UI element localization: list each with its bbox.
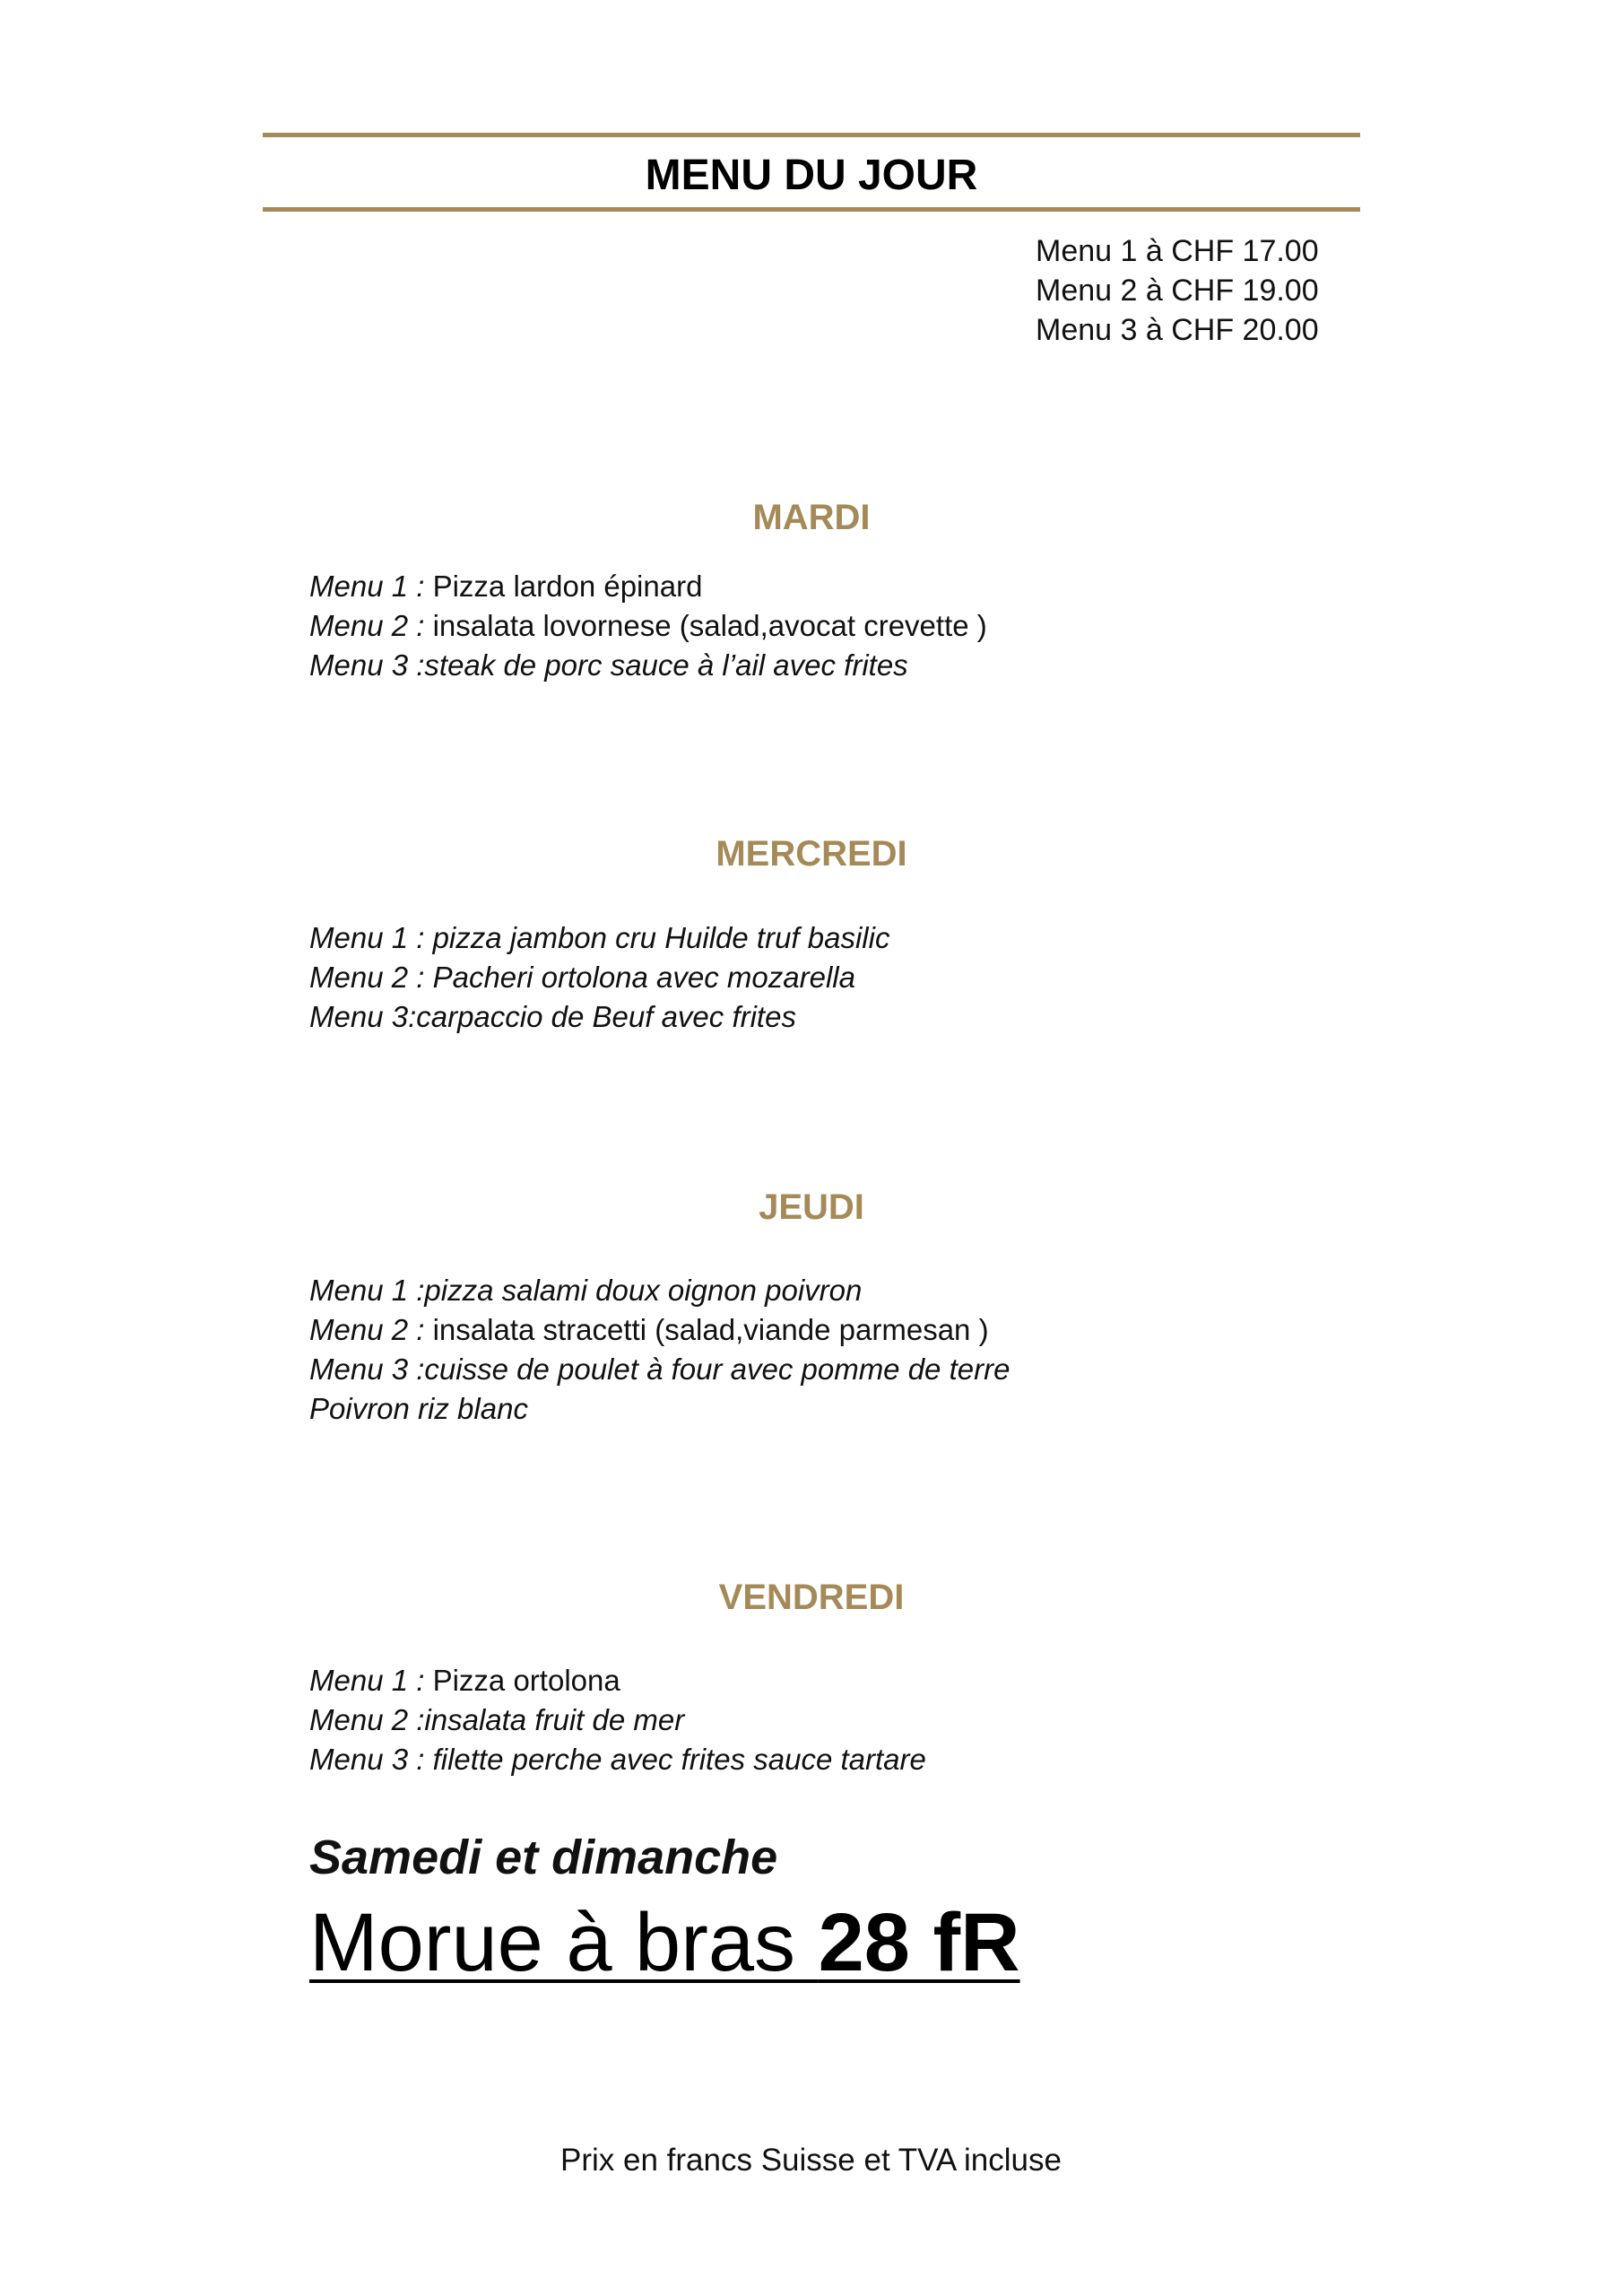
menu-list-vendredi bbox=[309, 1661, 926, 1779]
day-heading-vendredi: VENDREDI bbox=[718, 1578, 905, 1617]
menu-line: Menu 1 : pizza jambon cru Huilde truf basilic bbox=[309, 921, 890, 954]
weekend-dish-price: 28 fR bbox=[818, 1897, 1020, 1988]
weekend-dish bbox=[309, 1892, 1020, 1993]
page-title: MENU DU JOUR bbox=[645, 152, 978, 199]
menu-line: Menu 3 :cuisse de poulet à four avec pomme de terre bbox=[309, 1352, 1010, 1386]
menu-line: Menu 1 : Pizza lardon épinard bbox=[309, 570, 703, 603]
menu-line: Menu 2 : insalata stracetti (salad,viande parmesan ) bbox=[309, 1313, 989, 1346]
price-menu-1: Menu 1 à CHF 17.00 bbox=[1036, 234, 1319, 268]
menu-line: Poivron riz blanc bbox=[309, 1392, 528, 1425]
menu-line: Menu 1 :pizza salami doux oignon poivron bbox=[309, 1274, 863, 1307]
weekend-dish-name: Morue à bras bbox=[309, 1897, 819, 1988]
menu-line: Menu 1 : Pizza ortolona bbox=[309, 1664, 620, 1697]
menu-line: Menu 3 :steak de porc sauce à l’ail avec frites bbox=[309, 648, 908, 682]
price-menu-3: Menu 3 à CHF 20.00 bbox=[1036, 313, 1319, 347]
menu-list-mercredi bbox=[309, 918, 889, 1037]
menu-line: Menu 2 :insalata fruit de mer bbox=[309, 1703, 685, 1736]
price-menu-2: Menu 2 à CHF 19.00 bbox=[1036, 274, 1319, 308]
menu-line: Menu 2 : Pacheri ortolona avec mozarella bbox=[309, 961, 855, 994]
bottom-rule bbox=[263, 207, 1360, 212]
price-list bbox=[1036, 231, 1319, 350]
day-heading-jeudi: JEUDI bbox=[759, 1187, 864, 1227]
day-heading-mardi: MARDI bbox=[752, 498, 871, 537]
menu-line: Menu 3 : filette perche avec frites sauce tartare bbox=[309, 1743, 926, 1776]
menu-line: Menu 2 : insalata lovornese (salad,avocat crevette ) bbox=[309, 609, 987, 642]
menu-list-mardi bbox=[309, 567, 987, 685]
footer-note: Prix en francs Suisse et TVA incluse bbox=[560, 2143, 1062, 2178]
top-rule bbox=[263, 133, 1360, 137]
menu-list-jeudi bbox=[309, 1271, 1010, 1429]
day-heading-mercredi: MERCREDI bbox=[716, 834, 907, 874]
weekend-heading: Samedi et dimanche bbox=[309, 1831, 778, 1884]
menu-line: Menu 3:carpaccio de Beuf avec frites bbox=[309, 1000, 796, 1033]
